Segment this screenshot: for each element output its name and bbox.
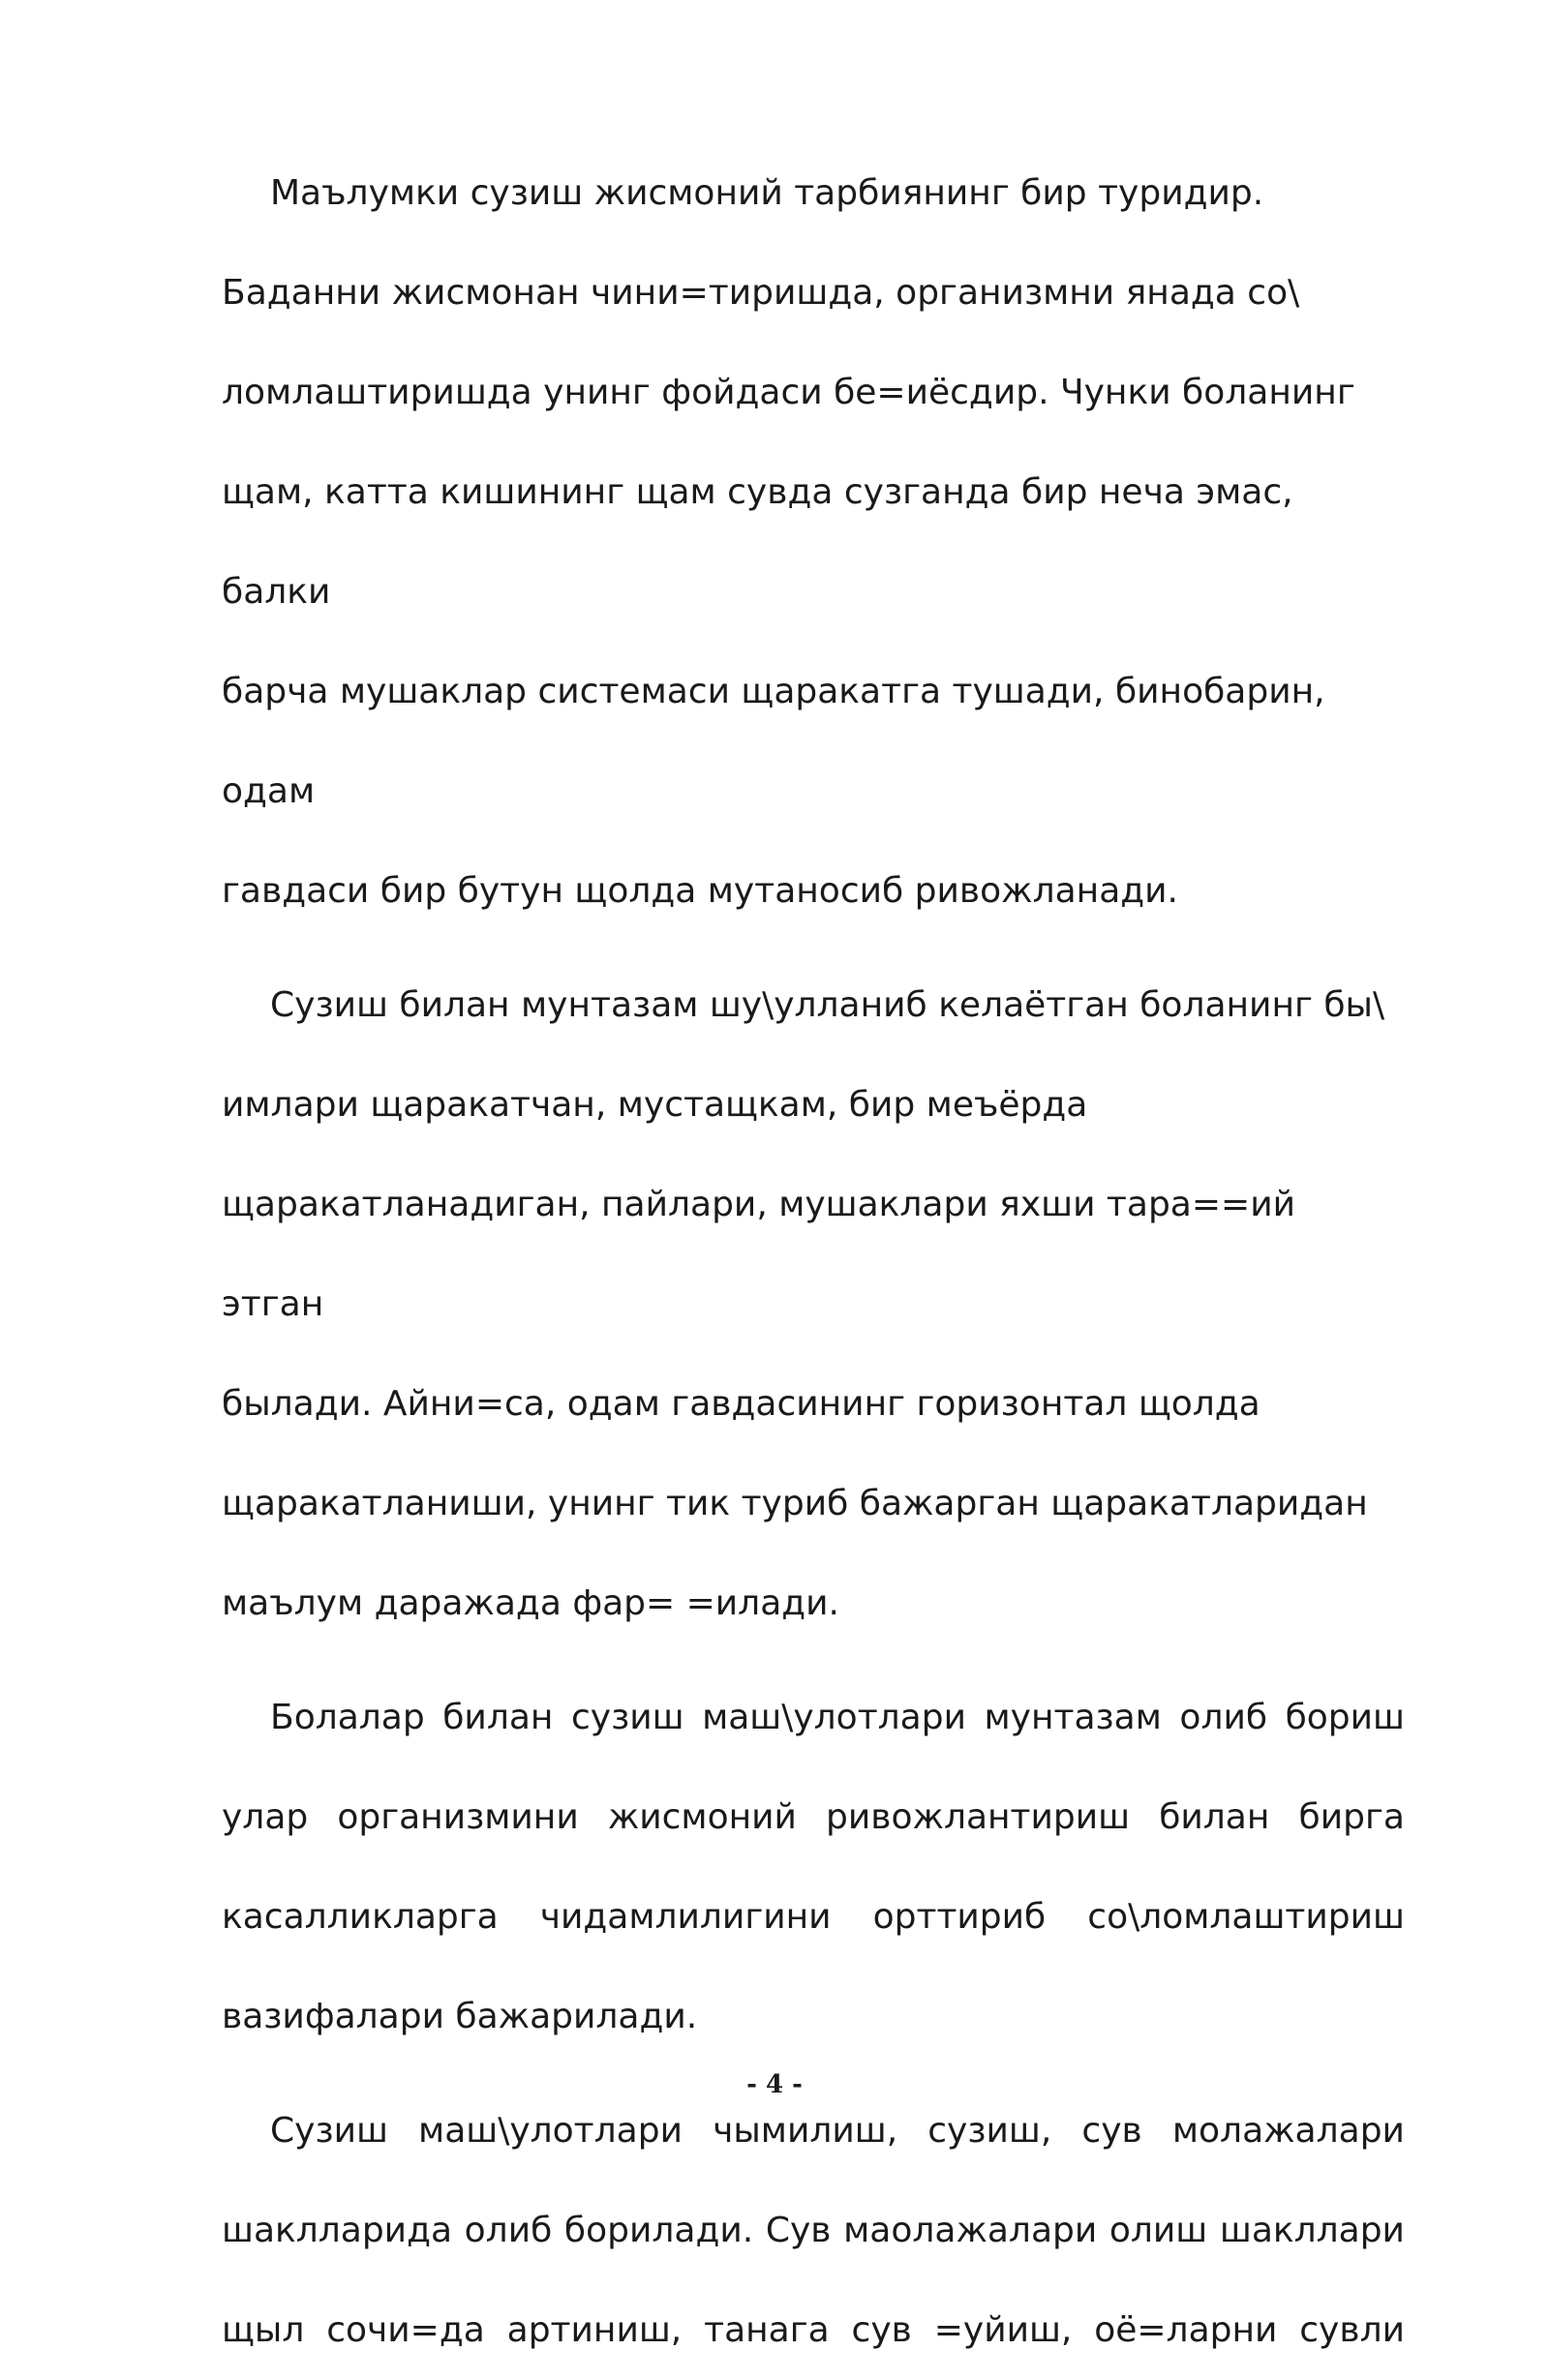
paragraph [222, 955, 1405, 1653]
word: Сузиш [270, 2111, 388, 2151]
paragraph [222, 2081, 1405, 2380]
word: сочи=да [326, 2310, 485, 2350]
document-body [222, 143, 1405, 2380]
text-line: щаракатланадиган, пайлари, мушаклари яхши тара==ий этган [222, 1185, 1295, 1324]
word: чымилиш, [713, 2111, 898, 2151]
word: артиниш, [506, 2310, 683, 2350]
word: Болалар [270, 1698, 425, 1737]
text-line: вазифалари бажарилади. [222, 1997, 698, 2036]
word: со\ломлаштириш [1087, 1897, 1405, 1937]
word: орттириб [872, 1897, 1047, 1937]
word: жисмоний [607, 1797, 797, 1837]
text-line: имлари щаракатчан, мустащкам, бир меъёрда [222, 1085, 1088, 1125]
text-line: щаракатланиши, унинг тик туриб бажарган щаракатларидан [222, 1484, 1368, 1523]
paragraph [222, 1668, 1405, 2066]
paragraph [222, 143, 1405, 941]
word: щыл [222, 2310, 305, 2350]
word: сузиш [570, 1698, 684, 1737]
word: билан [1159, 1797, 1270, 1837]
word: шаклларида [222, 2211, 453, 2250]
text-line [222, 2280, 1405, 2380]
word: борилади. [563, 2211, 754, 2250]
word: мунтазам [984, 1698, 1162, 1737]
text-line [222, 2181, 1405, 2280]
text-line: барча мушаклар системаси щаракатга тушади, бинобарин, одам [222, 672, 1325, 811]
text-line [222, 1867, 1405, 1967]
text-line: щам, катта кишининг щам сувда сузганда бир неча эмас, балки [222, 472, 1293, 612]
word: сув [851, 2310, 912, 2350]
word: олиб [464, 2211, 553, 2250]
text-line: Маълумки сузиш жисмоний тарбиянинг бир туридир. [270, 173, 1264, 213]
word: сув [1081, 2111, 1142, 2151]
text-line: былади. Айни=са, одам гавдасининг горизонтал щолда [222, 1384, 1260, 1424]
word: сузиш, [927, 2111, 1052, 2151]
word: улар [222, 1797, 309, 1837]
word: организмини [337, 1797, 579, 1837]
word: касалликларга [222, 1897, 499, 1937]
word: билан [442, 1698, 554, 1737]
text-line: Баданни жисмонан чини=тиришда, организмни янада со\ [222, 273, 1300, 313]
word: оё=ларни [1094, 2310, 1278, 2350]
word: =уйиш, [933, 2310, 1073, 2350]
word: Сув [765, 2211, 832, 2250]
word: сувли [1299, 2310, 1405, 2350]
word: маш\улотлари [702, 1698, 966, 1737]
text-line: Сузиш билан мунтазам шу\улланиб келаётган боланинг бы\ [270, 985, 1385, 1025]
text-line: ломлаштиришда унинг фойдаси бе=иёсдир. Чунки боланинг [222, 373, 1355, 412]
word: молажалари [1171, 2111, 1405, 2151]
word: бориш [1285, 1698, 1405, 1737]
word: маолажалари [843, 2211, 1098, 2250]
word: олиш [1109, 2211, 1208, 2250]
page-number: - 4 - [746, 2070, 803, 2099]
word: чидамлилигини [539, 1897, 832, 1937]
text-line: гавдаси бир бутун щолда мутаносиб ривожланади. [222, 871, 1178, 911]
text-line [222, 1767, 1405, 1867]
word: маш\улотлари [418, 2111, 683, 2151]
word: ривожлантириш [826, 1797, 1131, 1837]
word: бирга [1298, 1797, 1405, 1837]
word: шакллари [1219, 2211, 1405, 2250]
word: олиб [1179, 1698, 1268, 1737]
text-line [222, 1668, 1405, 1767]
text-line: маълум даражада фар= =илади. [222, 1583, 839, 1623]
word: танага [704, 2310, 830, 2350]
